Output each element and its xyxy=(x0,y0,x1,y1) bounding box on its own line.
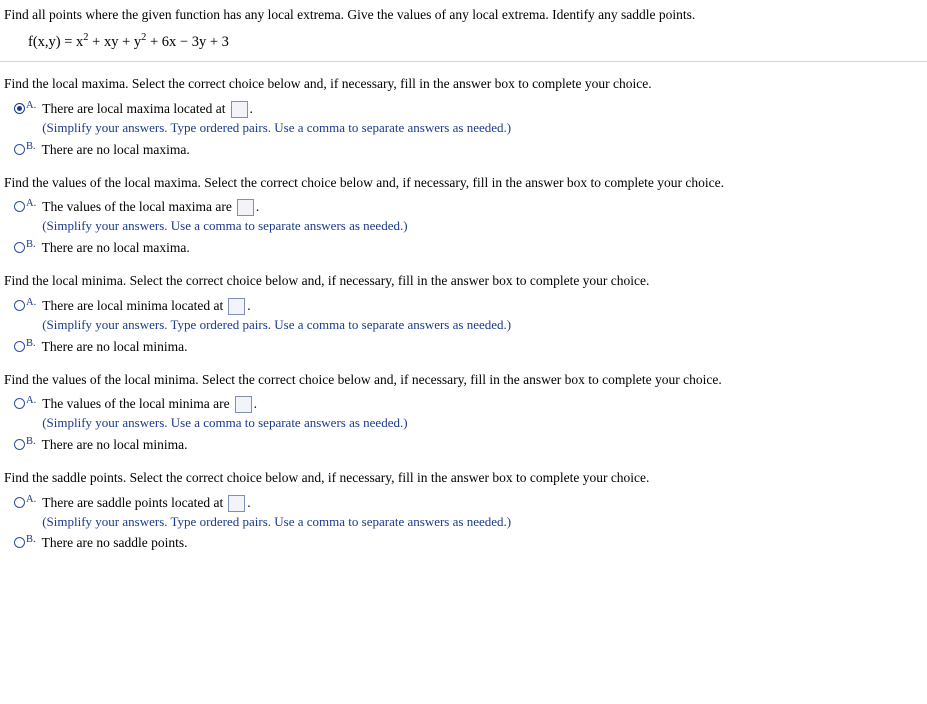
choice-label: There are no local minima. xyxy=(41,338,188,354)
choice-body xyxy=(42,297,927,334)
trailing-period: . xyxy=(255,199,260,215)
choice-label: There are no local maxima. xyxy=(41,141,190,157)
choice-letter: A. xyxy=(26,493,37,505)
choice-main xyxy=(42,141,927,160)
radio-button-saddle-points-0[interactable] xyxy=(14,497,25,508)
question-text: Find the local maxima. Select the correct choice below and, if necessary, fill in the answer box to complete your choice. xyxy=(4,76,652,92)
choice-hint: (Simplify your answers. Type ordered pairs. Use a comma to separate answers as needed.) xyxy=(42,513,512,529)
radio-button-local-minima-values-1[interactable] xyxy=(14,439,25,450)
choice-body xyxy=(42,494,927,531)
choice-main xyxy=(42,534,927,553)
radio-button-local-maxima-values-1[interactable] xyxy=(14,242,25,253)
choice-row[interactable] xyxy=(14,436,927,455)
choice-main xyxy=(42,436,927,455)
radio-button-local-maxima-points-1[interactable] xyxy=(14,144,25,155)
choice-main xyxy=(42,494,927,513)
choice-label: There are local minima located at xyxy=(42,297,224,313)
question-block-saddle-points xyxy=(0,456,927,553)
choice-letter: A. xyxy=(26,395,37,407)
radio-button-local-minima-values-0[interactable] xyxy=(14,398,25,409)
choice-main xyxy=(42,338,927,357)
radio-button-local-maxima-values-0[interactable] xyxy=(14,201,25,212)
radio-button-local-maxima-points-0[interactable] xyxy=(14,103,25,114)
choice-row[interactable] xyxy=(14,338,927,357)
choice-row[interactable] xyxy=(14,141,927,160)
choice-main xyxy=(42,198,927,217)
choice-main xyxy=(42,395,927,414)
function-equation xyxy=(0,24,927,59)
question-text: Find the saddle points. Select the correct choice below and, if necessary, fill in the answer box to complete your choice. xyxy=(4,469,650,485)
answer-input-local-maxima-points[interactable] xyxy=(231,101,248,118)
choice-hint: (Simplify your answers. Type ordered pairs. Use a comma to separate answers as needed.) xyxy=(42,119,512,135)
choice-main xyxy=(42,100,927,119)
answer-input-saddle-points[interactable] xyxy=(228,495,245,512)
choice-label: The values of the local minima are xyxy=(42,396,230,412)
trailing-period: . xyxy=(247,494,251,510)
answer-input-local-maxima-values[interactable] xyxy=(237,199,254,216)
choice-row[interactable] xyxy=(14,100,927,137)
choice-letter: A. xyxy=(26,296,37,308)
choice-main xyxy=(42,239,927,258)
choice-label: There are local maxima located at xyxy=(42,100,226,116)
choice-row[interactable] xyxy=(14,395,927,432)
trailing-period: . xyxy=(253,396,258,412)
choice-body xyxy=(42,395,927,432)
choice-letter: B. xyxy=(26,337,36,349)
choice-label: There are no local maxima. xyxy=(41,240,190,256)
choice-letter: B. xyxy=(26,435,36,447)
question-block-local-maxima-values xyxy=(0,161,927,258)
choice-row[interactable] xyxy=(14,198,927,235)
choice-letter: B. xyxy=(26,534,36,546)
radio-button-local-minima-points-0[interactable] xyxy=(14,300,25,311)
choice-body xyxy=(42,436,927,455)
choice-hint: (Simplify your answers. Type ordered pairs. Use a comma to separate answers as needed.) xyxy=(42,316,512,332)
answer-input-local-minima-values[interactable] xyxy=(235,396,252,413)
choice-label: There are no local minima. xyxy=(41,437,188,453)
choice-letter: B. xyxy=(26,239,36,251)
choice-letter: A. xyxy=(26,99,37,111)
question-block-local-minima-values xyxy=(0,358,927,455)
choice-hint: (Simplify your answers. Use a comma to separate answers as needed.) xyxy=(42,218,408,234)
choice-label: There are saddle points located at xyxy=(42,494,224,510)
choice-body xyxy=(42,534,927,553)
choice-label: The values of the local maxima are xyxy=(42,199,232,215)
sections-container xyxy=(0,62,927,553)
choice-hint: (Simplify your answers. Use a comma to separate answers as needed.) xyxy=(42,415,408,431)
choice-body xyxy=(42,198,927,235)
question-text: Find the values of the local minima. Select the correct choice below and, if necessary, fill in the answer box to complete your choice. xyxy=(4,371,722,387)
choice-letter: A. xyxy=(26,198,37,210)
page-title: Find all points where the given function has any local extrema. Give the values of any local extrema. Identify any saddle points. xyxy=(4,7,696,22)
choice-body xyxy=(42,141,927,160)
choice-body xyxy=(42,239,927,258)
trailing-period: . xyxy=(249,100,253,116)
choice-row[interactable] xyxy=(14,239,927,258)
question-text: Find the local minima. Select the correct choice below and, if necessary, fill in the answer box to complete your choice. xyxy=(4,273,650,289)
choice-row[interactable] xyxy=(14,297,927,334)
trailing-period: . xyxy=(247,297,251,313)
choice-row[interactable] xyxy=(14,534,927,553)
question-block-local-minima-points xyxy=(0,259,927,356)
answer-input-local-minima-points[interactable] xyxy=(228,298,245,315)
question-block-local-maxima-points xyxy=(0,62,927,159)
radio-button-saddle-points-1[interactable] xyxy=(14,537,25,548)
choice-row[interactable] xyxy=(14,494,927,531)
choice-body xyxy=(42,100,927,137)
radio-button-local-minima-points-1[interactable] xyxy=(14,341,25,352)
question-text: Find the values of the local maxima. Select the correct choice below and, if necessary, fill in the answer box to complete your choice. xyxy=(4,174,724,190)
choice-letter: B. xyxy=(26,140,36,152)
equation-text: $f(x,y) = x^2$ + xy + $y^2 + 6x - 3y + 3$ xyxy=(28,32,229,51)
choice-label: There are no saddle points. xyxy=(41,535,188,551)
choice-main xyxy=(42,297,927,316)
choice-body xyxy=(42,338,927,357)
